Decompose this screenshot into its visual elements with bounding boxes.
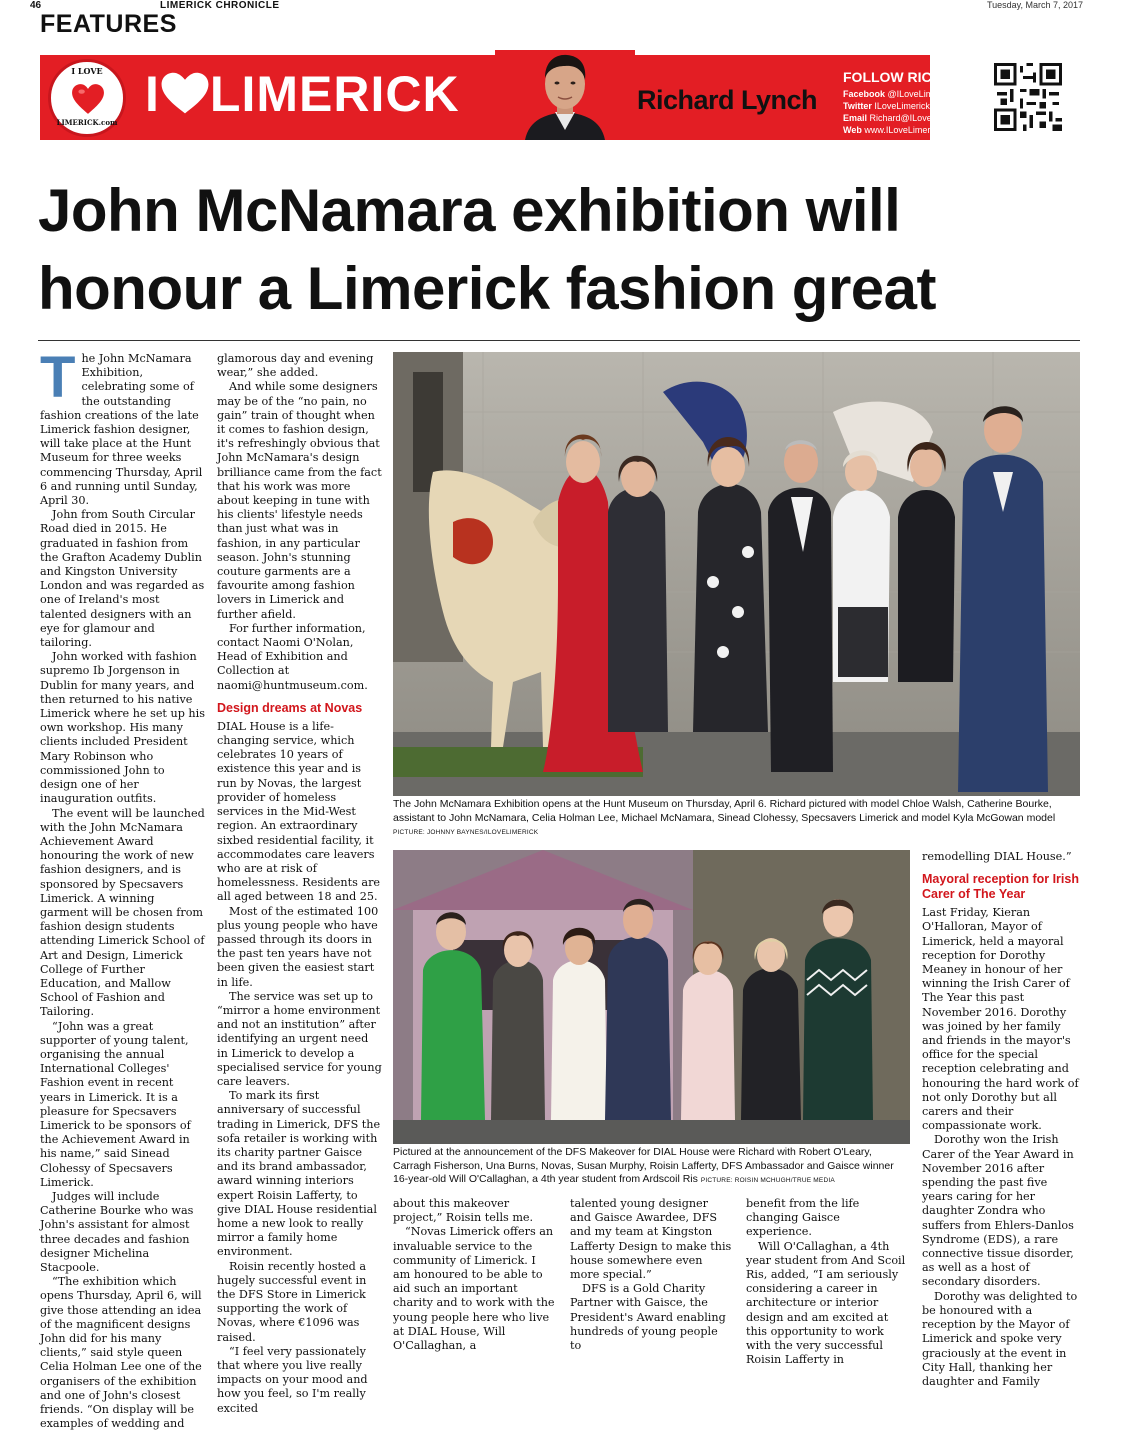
paragraph: DIAL House is a life-changing service, which celebrates 10 years of existence this year and is run by Novas, the largest provider of homeless services in the Mid-West region. An extraordinary sixbed residential facility, it accommodates care leavers who are at risk of homelessness. Residents are all aged between 18 and 25.	[217, 719, 381, 904]
paragraph: “I feel very passionately that where you live really impacts on your mood and how you feel, so I'm really excited	[217, 1344, 368, 1415]
paper-name: LIMERICK CHRONICLE	[160, 0, 280, 11]
columnist-photo	[495, 50, 635, 140]
photo-credit: PICTURE: ROISIN MCHUGH/TRUE MEDIA	[700, 1177, 835, 1184]
paragraph: Most of the estimated 100 plus young people who have passed through its doors in the past ten years have not been given the easiest start in life.	[217, 904, 379, 989]
paragraph: The event will be launched with the John McNamara Achievement Award honouring the work of new fashion designers, and is sponsored by Specsavers Limerick. A winning garment will be chosen from fashion design students attending Limerick School of Art and Design, Limerick College of Further Education, and Mallow School of Fashion and Tailoring.	[40, 806, 205, 1019]
article-column-3	[393, 1197, 555, 1353]
follow-facebook: Facebook @ILoveLimerick	[843, 89, 953, 99]
paragraph: “The exhibition which opens Thursday, April 6, will give those attending an idea of the magnificent designs John did for his many clients,” said style queen Celia Holman Lee one of the organisers of the exhibition and one of John's closest friends. “On display will be examples of wedding and	[40, 1275, 202, 1431]
follow-web: Web www.ILoveLimerick.com	[843, 125, 961, 135]
paragraph: Last Friday, Kieran O'Halloran, Mayor of Limerick, held a mayoral reception for Dorothy Meaney in honour of her winning the Irish Carer of The Year this past November 2016. Dorothy was joined by her family and friends in the mayor's office for the special reception celebrating and honouring the hard work of not only Dorothy but all carers and their compassionate work.	[922, 906, 1079, 1133]
paragraph: Dorothy was delighted to be honoured with a reception by the Mayor of Limerick and spoke very graciously at the event in City Hall, thanking her daughter and Family	[922, 1289, 1078, 1388]
article-column-1	[40, 345, 205, 1431]
follow-email: Email Richard@ILoveLimerick.com	[843, 113, 985, 123]
paragraph: DFS is a Gold Charity Partner with Gaisce, the President's Award enabling hundreds of young people to	[570, 1282, 726, 1353]
paragraph: talented young designer and Gaisce Awardee, DFS and my team at Kingston Lafferty Design to make this house somewhere even more special.”	[570, 1197, 732, 1282]
paragraph: remodelling DIAL House.”	[922, 850, 1072, 863]
follow-twitter: Twitter ILoveLimerick	[843, 101, 930, 111]
article-column-5	[746, 1197, 908, 1367]
paragraph: And while some designers may be of the “no pain, no gain” train of thought when it comes to fashion design, it's refreshingly obvious that John McNamara's design brilliance came from the fact that his work was more about keeping in tune with his clients' lifestyle needs than just what was in fashion, in any particular season. John's stunning couture garments are a favourite among fashion lovers in Limerick and further afield.	[217, 380, 382, 621]
banner-brand	[145, 65, 460, 123]
brand-suffix: LIMERICK	[209, 66, 460, 122]
brand-prefix: I	[145, 66, 160, 122]
photo-credit: PICTURE: JOHNNY BAYNES/ILOVELIMERICK	[393, 829, 539, 836]
paragraph: Dorothy won the Irish Carer of the Year Award in November 2016 after spending the past five years caring for her daughter Zondra who suffers from Ehlers-Danlos Syndrome (EDS), a rare connective tissue disorder, as well as a host of secondary disorders.	[922, 1133, 1074, 1289]
logo-top-text: I LOVE	[71, 66, 103, 76]
i-love-limerick-logo	[48, 59, 126, 137]
article-column-4	[570, 1197, 732, 1353]
columnist-name: Richard Lynch	[637, 85, 818, 115]
follow-title: FOLLOW RICHARD	[843, 69, 973, 85]
logo-bottom-text: LIMERICK.com	[56, 118, 118, 127]
drop-cap: T	[40, 345, 76, 410]
heart-icon	[160, 71, 210, 115]
paragraph: John worked with fashion supremo Ib Jorgenson in Dublin for many years, and then returned to his native Limerick where he set up his own workshop. His many clients included President Mary Robinson who commissioned John to design one of her inauguration outfits.	[40, 650, 205, 806]
paragraph: For further information, contact Naomi O'Nolan, Head of Exhibition and Collection at naomi@huntmuseum.com.	[217, 621, 368, 692]
qr-code-icon	[994, 63, 1062, 131]
paragraph: “Novas Limerick offers an invaluable service to the community of Limerick. I am honoured to be able to aid such an important charity and to work with the young people here who live at DIAL House, Will O'Callaghan, a	[393, 1225, 555, 1353]
paragraph: glamorous day and evening wear,” she added.	[217, 352, 374, 380]
paragraph: Roisin recently hosted a hugely successful event in the DFS Store in Limerick supporting the work of Novas, where €1096 was raised.	[217, 1259, 367, 1344]
exhibition-photo-caption: The John McNamara Exhibition opens at the Hunt Museum on Thursday, April 6. Richard pictured with model Chloe Walsh, Catherine Bourke, assistant to John McNamara, Celia Holman Lee, Michael McNamara, Sinead Clohessy, Specsavers Limerick and model Kyla McGowan model PICTURE: JOHNNY BAYNES/ILOVELIMERICK	[393, 798, 1056, 836]
section-label: FEATURES	[40, 10, 177, 38]
dial-house-photo-caption: Pictured at the announcement of the DFS Makeover for DIAL House were Richard with Robert O'Leary, Carragh Fisherson, Una Burns, Novas, Susan Murphy, Roisin Lafferty, DFS Ambassador and Gaisce winner 16-year-old Will O'Callaghan, a 4th year student from Ardscoil Ris PICTURE: ROISIN MCHUGH/TRUE MEDIA	[393, 1146, 894, 1185]
paragraph: To mark its first anniversary of successful trading in Limerick, DFS the sofa retailer is working with its charity partner Gaisce and its brand ambassador, award winning interiors expert Roisin Lafferty, to give DIAL House residential home a new look to really mirror a family home environment.	[217, 1089, 381, 1259]
paragraph: The service was set up to “mirror a home environment and not an institution” after identifying an urgent need in Limerick to develop a specialised service for young care leavers.	[217, 989, 382, 1088]
headline-divider	[38, 340, 1080, 341]
column-banner	[40, 55, 1080, 140]
paragraph: Judges will include Catherine Bourke who was John's assistant for almost three decades and fashion designer Michelina Stacpoole.	[40, 1189, 194, 1274]
paragraph: about this makeover project,” Roisin tells me.	[393, 1197, 534, 1225]
paragraph-1: The John McNamara Exhibition, celebrating some of the outstanding fashion creations of the late Limerick fashion designer, will take place at the Hunt Museum for three weeks commencing Thursday, April 6 and running until Sunday, April 30.	[40, 345, 203, 508]
article-column-2	[217, 352, 382, 1416]
exhibition-photo	[393, 352, 1080, 796]
headline	[38, 172, 1088, 328]
dial-house-photo	[393, 850, 910, 1144]
headline-line-2: honour a Limerick fashion great	[38, 255, 937, 322]
article-column-6	[922, 850, 1080, 1389]
headline-line-1: John McNamara exhibition will	[38, 177, 901, 244]
publication-date: Tuesday, March 7, 2017	[986, 0, 1083, 10]
paragraph: Will O'Callaghan, a 4th year student from And Scoil Ris, added, “I am seriously considering a career in architecture or interior design and am excited at this opportunity to work with the very successful Roisin Lafferty in	[746, 1239, 906, 1367]
heart-icon	[71, 82, 105, 116]
subhead-design-dreams: Design dreams at Novas	[217, 700, 363, 715]
paragraph: benefit from the life changing Gaisce experience.	[746, 1197, 860, 1239]
paragraph: “John was a great supporter of young talent, organising the annual International Colleges' Fashion event in recent years in Limerick. It is a pleasure for Specsavers Limerick to be sponsors of the Achievement Award in his name,” said Sinead Clohessy of Specsavers Limerick.	[40, 1019, 191, 1189]
subhead-mayoral-reception: Mayoral reception for Irish Carer of The Year	[922, 872, 1079, 902]
paragraph: John from South Circular Road died in 2015. He graduated in fashion from the Grafton Academy Dublin and Kingston University London and was regarded as one of Ireland's most talented designers with an eye for glamour and tailoring.	[40, 508, 205, 650]
page-number: 46	[30, 0, 42, 11]
